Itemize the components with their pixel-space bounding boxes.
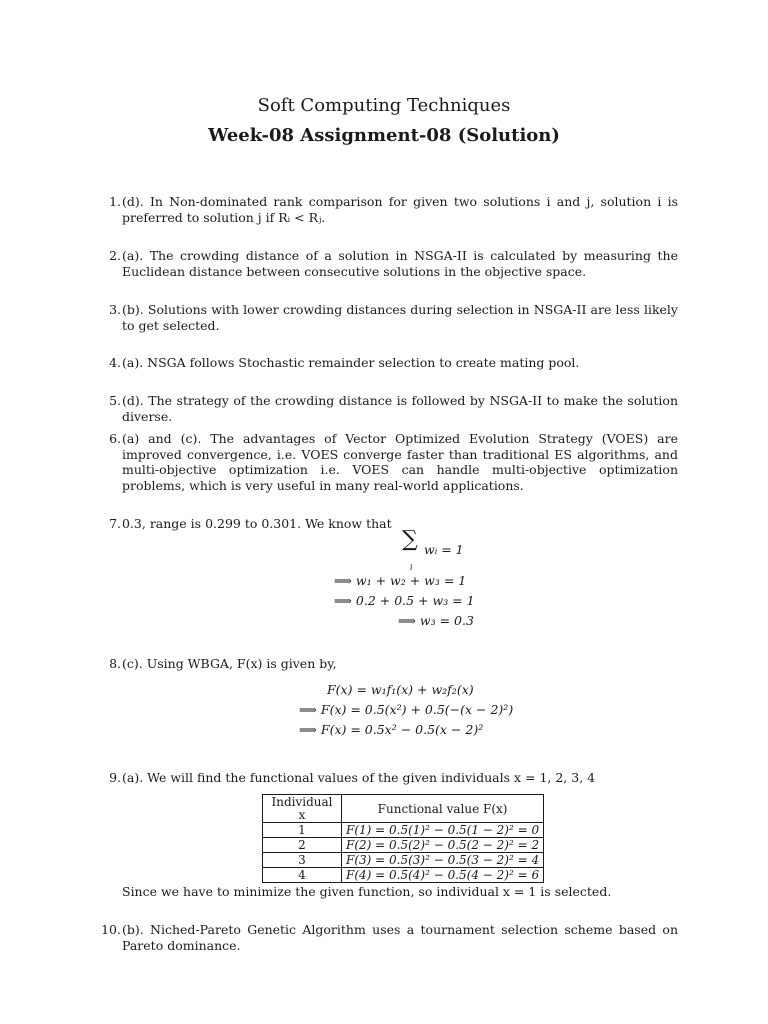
- answer-text: (a). The crowding distance of a solution in NSGA-II is calculated by measuring the Euclidean distance between consecutive solutions in the objective space.: [122, 248, 678, 279]
- table-cell-value: F(4) = 0.5(4)² − 0.5(4 − 2)² = 6: [342, 868, 544, 883]
- answer-text: (d). In Non-dominated rank comparison for given two solutions i and j, solution i is preferred to solution j if Rᵢ < Rⱼ.: [122, 194, 678, 225]
- question-number: 5.: [109, 393, 121, 408]
- table-header-row: [263, 795, 544, 823]
- q8-equation-line1: F(x) = w₁f₁(x) + w₂f₂(x): [327, 682, 474, 697]
- table-row: [263, 838, 544, 853]
- question-number: 10.: [101, 922, 121, 937]
- answer-text: 0.3, range is 0.299 to 0.301. We know that: [122, 516, 392, 531]
- question-10: [101, 922, 678, 953]
- question-number: 8.: [109, 656, 121, 671]
- question-number: 7.: [109, 516, 121, 531]
- answer-text: (b). Solutions with lower crowding distances during selection in NSGA-II are less likely to get selected.: [122, 302, 678, 333]
- q8-equation-line2: ⟹ F(x) = 0.5(x²) + 0.5(−(x − 2)²): [299, 702, 514, 717]
- table-cell-value: F(3) = 0.5(3)² − 0.5(3 − 2)² = 4: [342, 853, 544, 868]
- question-5: [104, 393, 678, 424]
- question-number: 6.: [109, 431, 121, 446]
- table-row: [263, 823, 544, 838]
- question-7: [104, 516, 678, 532]
- answer-text: (d). The strategy of the crowding distance is followed by NSGA-II to make the solution diverse.: [122, 393, 678, 424]
- answer-text: (a). NSGA follows Stochastic remainder selection to create mating pool.: [122, 355, 580, 370]
- q7-equation-line1: ⟹ w₁ + w₂ + w₃ = 1: [334, 573, 467, 588]
- question-1: [104, 194, 678, 225]
- question-number: 1.: [109, 194, 121, 209]
- answer-text: (b). Niched-Pareto Genetic Algorithm uses a tournament selection scheme based on Pareto dominance.: [122, 922, 678, 953]
- question-2: [104, 248, 678, 279]
- question-4: [104, 355, 678, 371]
- table-row: [263, 853, 544, 868]
- table-cell-value: F(2) = 0.5(2)² − 0.5(2 − 2)² = 2: [342, 838, 544, 853]
- column-header-functional-value: Functional value F(x): [342, 795, 544, 823]
- table-cell-individual: 2: [263, 838, 342, 853]
- answer-text: (a) and (c). The advantages of Vector Optimized Evolution Strategy (VOES) are improved convergence, i.e. VOES converge faster than traditional ES algorithms, and multi-objective optimization i.e. VOES can handle multi-objective optimization problems, which is very useful in many real-world applications.: [122, 431, 678, 493]
- question-number: 3.: [109, 302, 121, 317]
- sum-index: i: [410, 563, 413, 572]
- table-cell-individual: 4: [263, 868, 342, 883]
- question-9: [104, 770, 678, 786]
- q9-conclusion: Since we have to minimize the given function, so individual x = 1 is selected.: [122, 884, 612, 899]
- table-cell-value: F(1) = 0.5(1)² − 0.5(1 − 2)² = 0: [342, 823, 544, 838]
- assignment-title: Week-08 Assignment-08 (Solution): [208, 125, 560, 146]
- q8-equation-line3: ⟹ F(x) = 0.5x² − 0.5(x − 2)²: [299, 722, 484, 737]
- table-cell-individual: 1: [263, 823, 342, 838]
- sum-sign: ∑: [402, 527, 418, 552]
- question-number: 2.: [109, 248, 121, 263]
- answer-text: (a). We will find the functional values of the given individuals x = 1, 2, 3, 4: [122, 770, 596, 785]
- question-6: [104, 431, 678, 493]
- question-number: 9.: [109, 770, 121, 785]
- functional-value-table: [262, 794, 544, 883]
- q7-equation-line3: ⟹ w₃ = 0.3: [398, 613, 474, 628]
- column-header-individual: Individual x: [263, 795, 342, 823]
- q7-equation-line2: ⟹ 0.2 + 0.5 + w₃ = 1: [334, 593, 475, 608]
- answer-text: (c). Using WBGA, F(x) is given by,: [122, 656, 337, 671]
- q7-equation-sum: wᵢ = 1: [424, 542, 464, 557]
- question-number: 4.: [109, 355, 121, 370]
- table-row: [263, 868, 544, 883]
- question-3: [104, 302, 678, 333]
- course-title: Soft Computing Techniques: [257, 95, 511, 116]
- table-cell-individual: 3: [263, 853, 342, 868]
- question-8: [104, 656, 678, 672]
